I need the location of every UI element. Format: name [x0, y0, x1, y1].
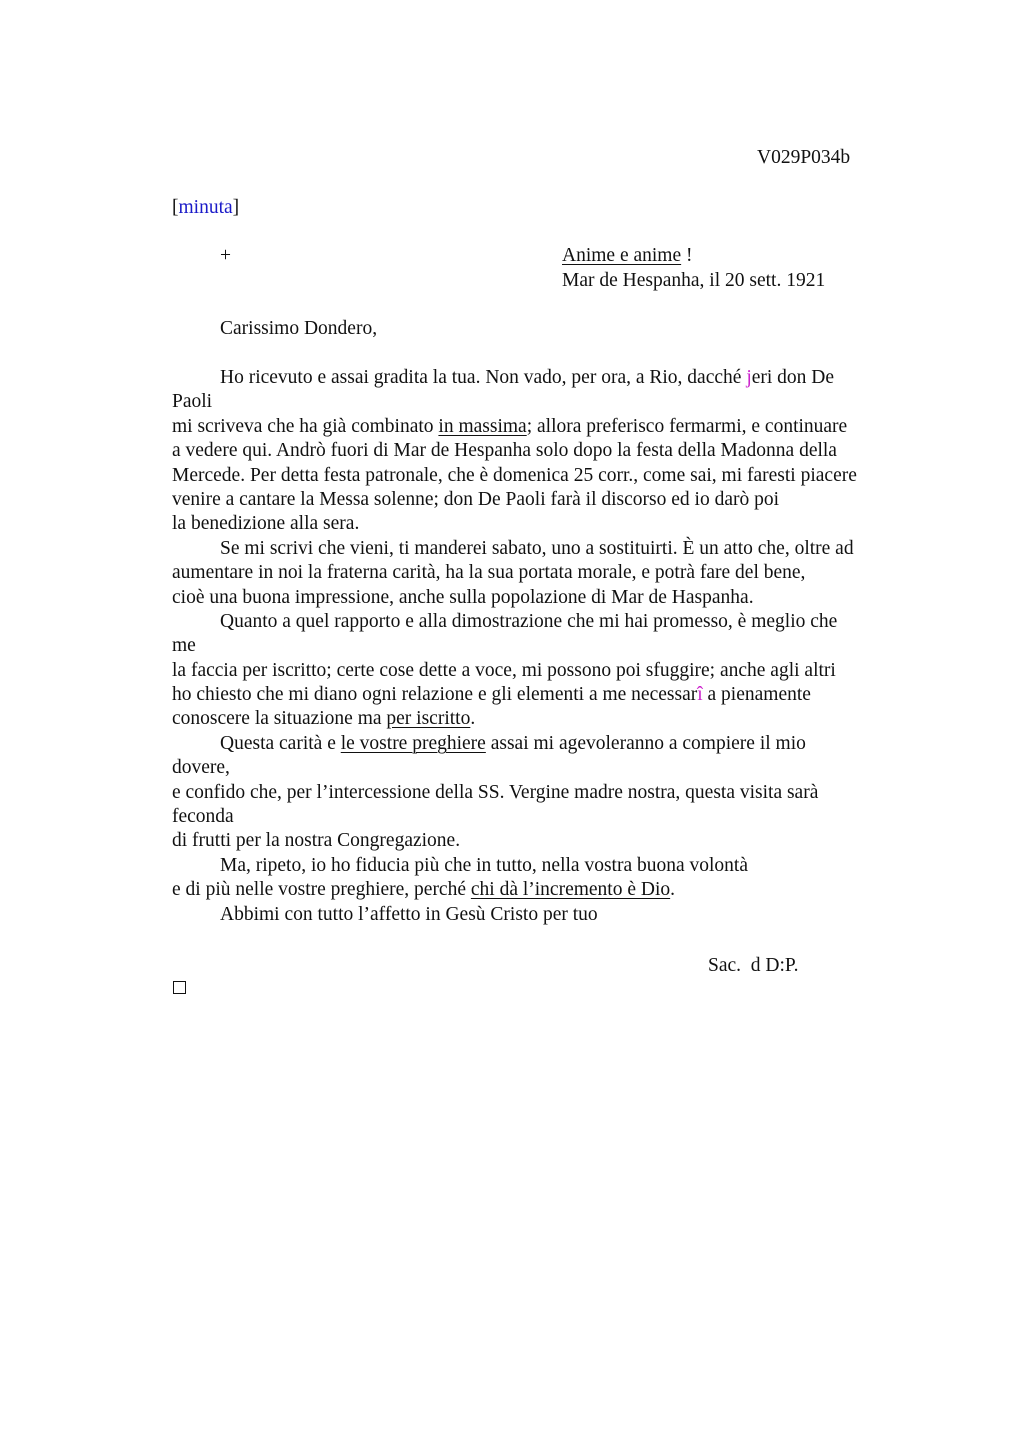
underlined-phrase: in massima: [438, 415, 527, 437]
minuta-label: minuta: [178, 197, 233, 218]
bracket-close: ]: [232, 197, 240, 218]
underlined-phrase: le vostre preghiere: [340, 732, 486, 754]
body-line: a vedere qui. Andrò fuori di Mar de Hespanha solo dopo la festa della Madonna della: [172, 440, 837, 462]
body-line: feconda: [172, 806, 234, 828]
motto-underlined: Anime e anime: [562, 245, 682, 266]
body-line: mi scriveva che ha già combinato in massima; allora preferisco fermarmi, e continuare: [172, 415, 848, 437]
cross-symbol: +: [220, 245, 231, 266]
body-line: me: [172, 635, 196, 657]
body-line: Quanto a quel rapporto e alla dimostrazione che mi hai promesso, è meglio che: [220, 610, 838, 632]
body-line: conoscere la situazione ma per iscritto.: [172, 708, 476, 730]
body-line: Se mi scrivi che vieni, ti manderei sabato, uno a sostituirti. È un atto che, oltre ad: [220, 537, 854, 559]
body-line: ho chiesto che mi diano ogni relazione e gli elementi a me necessarî a pienamente: [172, 684, 811, 706]
body-line: e di più nelle vostre preghiere, perché chi dà l’incremento è Dio.: [172, 879, 676, 901]
body-line: Mercede. Per detta festa patronale, che è domenica 25 corr., come sai, mi faresti piacere: [172, 464, 857, 486]
bracket-open: [: [172, 197, 179, 218]
underlined-phrase: per iscritto: [386, 708, 471, 730]
body-line: Paoli: [172, 391, 213, 413]
body-line: cioè una buona impressione, anche sulla popolazione di Mar de Haspanha.: [172, 586, 754, 608]
editorial-mark: j: [746, 367, 752, 388]
body-line: venire a cantare la Messa solenne; don De Paoli farà il discorso ed io darò poi: [172, 488, 780, 510]
minuta-note: [172, 196, 239, 220]
document-id: V029P034b: [757, 147, 851, 168]
signature: Sac. d D:P.: [708, 955, 799, 976]
body-line: la benedizione alla sera.: [172, 513, 360, 535]
body-line: di frutti per la nostra Congregazione.: [172, 830, 461, 852]
body-line: aumentare in noi la fraterna carità, ha la sua portata morale, e potrà fare del bene,: [172, 562, 806, 584]
body-line: dovere,: [172, 757, 230, 779]
motto: [562, 244, 693, 268]
underlined-phrase: chi dà l’incremento è Dio: [470, 879, 671, 901]
letter-body: [172, 366, 912, 927]
body-line: Questa carità e le vostre preghiere assai mi agevoleranno a compiere il mio: [220, 732, 806, 754]
place-date: Mar de Hespanha, il 20 sett. 1921: [562, 270, 826, 291]
body-line: e confido che, per l’intercessione della SS. Vergine madre nostra, questa visita sarà: [172, 781, 819, 803]
motto-rest: !: [681, 245, 693, 266]
body-line: la faccia per iscritto; certe cose dette a voce, mi possono poi sfuggire; anche agli altri: [172, 659, 836, 681]
editorial-mark: î: [697, 684, 703, 706]
empty-box-symbol: [173, 981, 186, 994]
body-line: Ho ricevuto e assai gradita la tua. Non vado, per ora, a Rio, dacché jeri don De: [220, 367, 835, 388]
body-line: Abbimi con tutto l’affetto in Gesù Cristo per tuo: [220, 903, 598, 925]
salutation: Carissimo Dondero,: [220, 318, 378, 339]
body-line: Ma, ripeto, io ho fiducia più che in tutto, nella vostra buona volontà: [220, 854, 749, 876]
